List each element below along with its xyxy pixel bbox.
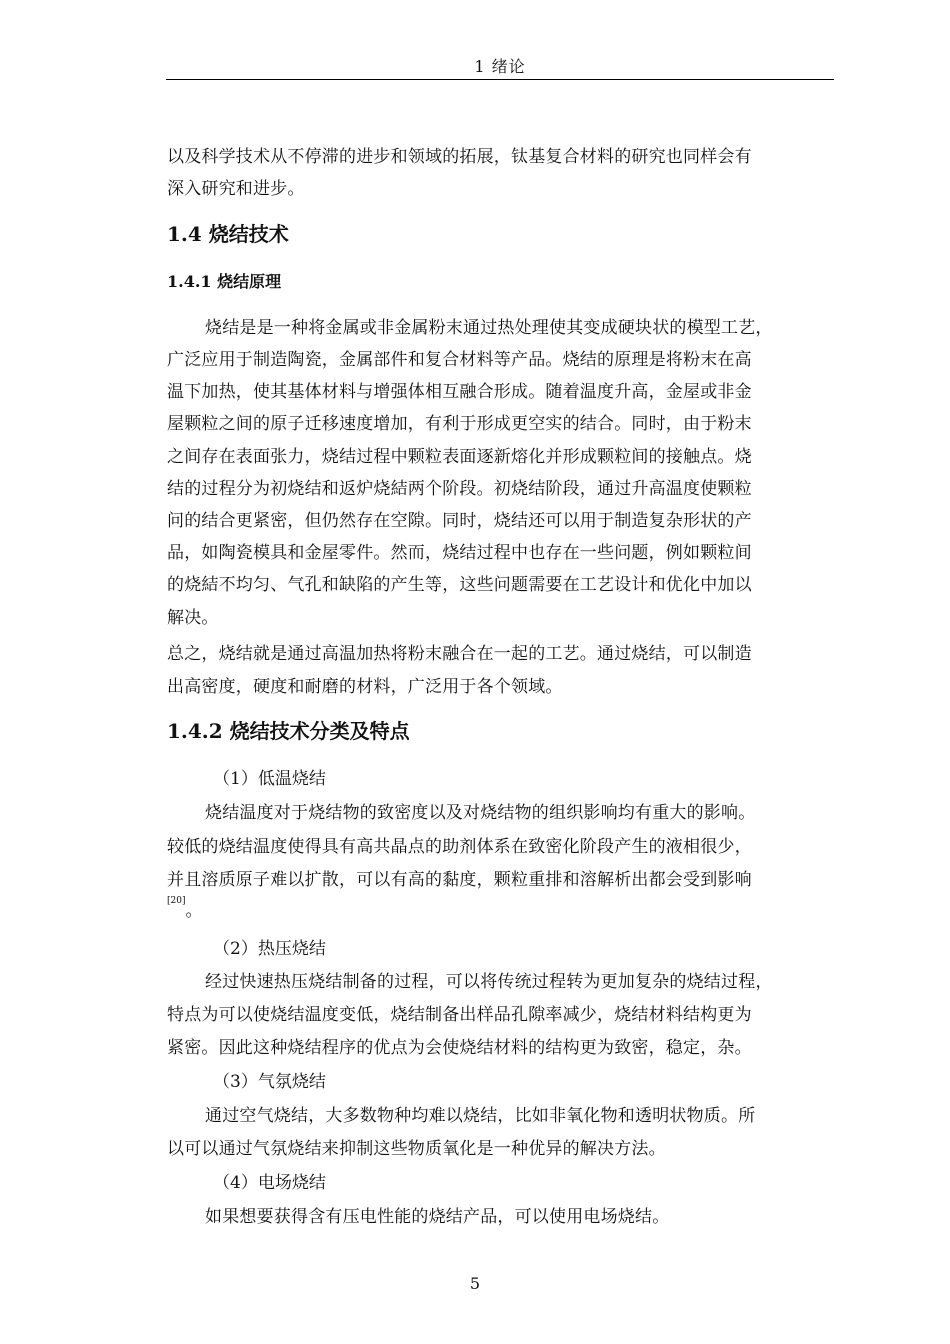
text-line: 解决。 [167, 608, 219, 628]
text-line: 深入研究和进步。 [167, 179, 305, 199]
text-line: 广泛应用于制造陶瓷，金属部件和复合材料等产品。烧结的原理是将粉末在高 [167, 350, 752, 370]
text-line: 品，如陶瓷模具和金屋零件。然而，烧结过程中也存在一些问题，例如颗粒间 [167, 543, 752, 563]
citation-line [167, 896, 203, 923]
section-heading-1-4-1: 1.4.1 烧结原理 [167, 272, 282, 291]
item-heading: （2）热压烧结 [213, 939, 326, 959]
text-line: 较低的烧结温度使得具有高共晶点的助剂体系在致密化阶段产生的液相很少， [167, 837, 752, 857]
text-line: 经过快速热压烧结制备的过程，可以将传统过程转为更加复杂的烧结过程， [205, 972, 773, 992]
item-heading: （1）低温烧结 [213, 769, 326, 789]
header-divider [166, 79, 834, 80]
page-number: 5 [469, 1274, 481, 1293]
text-line: 总之，烧结就是通过高温加热将粉末融合在一起的工艺。通过烧结，可以制造 [167, 644, 752, 664]
section-heading-1-4: 1.4 烧结技术 [167, 222, 289, 246]
text-line: 温下加热，使其基体材料与增强体相互融合形成。随着温度升高，金屋或非金 [167, 382, 752, 402]
text-line: 结的过程分为初烧结和返炉烧結两个阶段。初烧结阶段，通过升高温度使颗粒 [167, 479, 752, 499]
text-line: 出高密度，硬度和耐磨的材料，广泛用于各个领域。 [167, 677, 563, 697]
item-heading: （4）电场烧结 [213, 1173, 326, 1193]
text-line: 问的结合更紧密，但仍然存在空隙。同时，烧结还可以用于制造复杂形状的产 [167, 511, 752, 531]
end-mark: 。 [185, 901, 203, 921]
text-line: 如果想要获得含有压电性能的烧结产品，可以使用电场烧结。 [205, 1207, 670, 1227]
text-line: 烧结温度对于烧结物的致密度以及对烧结物的组织影响均有重大的影响。 [205, 803, 756, 823]
text-line: 以可以通过气氛烧结来抑制这些物质氧化是一种优异的解决方法。 [167, 1139, 666, 1159]
text-line: 通过空气烧结，大多数物种均难以烧结，比如非氧化物和透明状物质。所 [205, 1106, 756, 1126]
section-heading-1-4-2: 1.4.2 烧结技术分类及特点 [167, 719, 410, 743]
text-line: 以及科学技术从不停滞的进步和领域的拓展，钛基复合材料的研究也同样会有 [167, 147, 752, 167]
item-heading: （3）气氛烧结 [213, 1072, 326, 1092]
text-line: 烧结是是一种将金属或非金属粉末通过热处理使其变成硬块状的模型工艺， [205, 318, 773, 338]
citation-ref: [20] [167, 896, 186, 906]
text-line: 特点为可以使烧结温度变低，烧结制备出样品孔隙率减少，烧结材料结构更为 [167, 1005, 752, 1025]
text-line: 屋颗粒之间的原子迁移速度增加，有利于形成更空实的结合。同时，由于粉末 [167, 414, 752, 434]
text-line: 紧密。因此这种烧结程序的优点为会使烧结材料的结构更为致密，稳定，杂。 [167, 1038, 752, 1058]
text-line: 之间存在表面张力，烧结过程中颗粒表面逐新熔化并形成颗粒间的接触点。烧 [167, 447, 752, 467]
text-line: 的烧結不均匀、气孔和缺陷的产生等，这些问题需要在工艺设计和优化中加以 [167, 575, 752, 595]
header-title: 1 绪论 [474, 57, 526, 76]
text-line: 并且溶质原子难以扩散，可以有高的黏度，颗粒重排和溶解析出都会受到影响 [167, 870, 752, 890]
